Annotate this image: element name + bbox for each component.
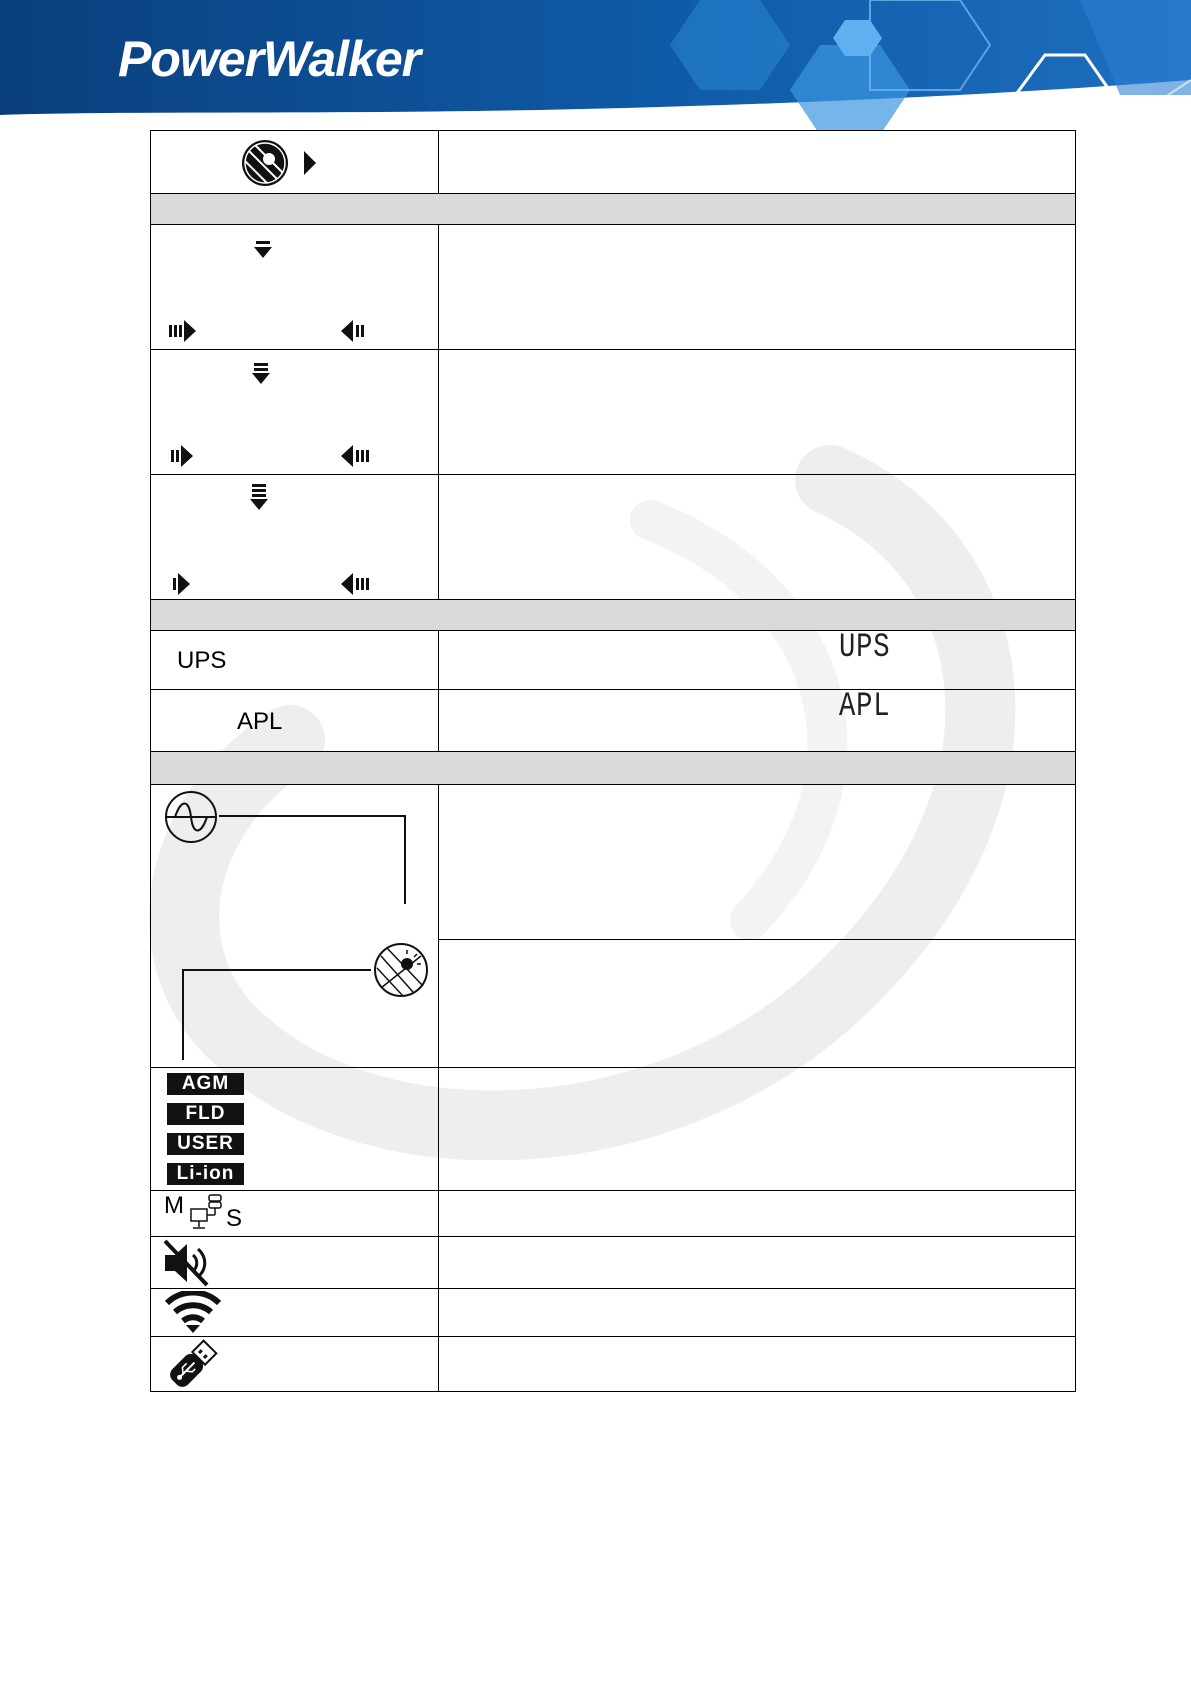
icon-cell (151, 225, 439, 350)
icon-cell (151, 631, 439, 690)
table-row (151, 225, 1076, 350)
description-cell (439, 1337, 1076, 1392)
battery-type-user: USER (167, 1133, 244, 1155)
icon-cell (151, 1068, 439, 1191)
table-row (151, 631, 1076, 690)
icon-cell (151, 131, 439, 194)
section-header-row (151, 600, 1076, 631)
description-cell (439, 1237, 1076, 1289)
battery-bars-in-icon (169, 320, 201, 342)
description-cell (439, 631, 1076, 690)
lcd-segment-ups: UPS (839, 629, 891, 667)
battery-bars-in-icon (173, 573, 195, 595)
icon-cell (151, 475, 439, 600)
charge-level-2-icon (251, 362, 271, 386)
icon-cell (151, 785, 439, 940)
table-row (151, 475, 1076, 600)
parallel-icon (189, 1193, 225, 1231)
section-header-row (151, 194, 1076, 225)
section-header-row (151, 752, 1076, 785)
ac-source-icon (161, 787, 411, 907)
battery-type-li-ion: Li-ion (167, 1163, 244, 1185)
battery-type-agm: AGM (167, 1073, 244, 1095)
section-header (151, 752, 1076, 785)
description-cell (439, 225, 1076, 350)
icon-cell (151, 940, 439, 1068)
icon-cell (151, 1191, 439, 1237)
table-row (151, 1289, 1076, 1337)
usb-icon (165, 1339, 221, 1389)
description-cell (439, 785, 1076, 940)
description-cell (439, 131, 1076, 194)
description-cell (439, 475, 1076, 600)
description-cell (439, 690, 1076, 752)
table-row (151, 1237, 1076, 1289)
description-cell (439, 940, 1076, 1068)
charge-level-1-icon (253, 239, 273, 261)
header-banner (0, 0, 1191, 130)
battery-bars-out-icon (341, 445, 373, 467)
table-row (151, 690, 1076, 752)
mode-label-apl: APL (237, 708, 283, 735)
table-row (151, 785, 1076, 940)
icon-cell (151, 1237, 439, 1289)
icon-cell (151, 1337, 439, 1392)
battery-bars-out-icon (341, 320, 369, 342)
description-cell (439, 1191, 1076, 1237)
table-row (151, 1068, 1076, 1191)
battery-bars-out-icon (341, 573, 373, 595)
description-cell (439, 1289, 1076, 1337)
section-header (151, 194, 1076, 225)
icon-cell (151, 350, 439, 475)
description-cell (439, 350, 1076, 475)
table-row (151, 350, 1076, 475)
solar-source-icon (181, 942, 431, 1062)
charge-level-3-icon (249, 483, 269, 511)
battery-type-fld: FLD (167, 1103, 244, 1125)
table-row (151, 131, 1076, 194)
master-label: M (164, 1192, 184, 1219)
section-header (151, 600, 1076, 631)
lcd-segment-apl: APL (839, 688, 891, 726)
slave-label: S (226, 1205, 243, 1232)
icon-cell (151, 1289, 439, 1337)
lcd-icon-table (150, 130, 1076, 1392)
mute-icon (161, 1239, 213, 1287)
mode-label-ups: UPS (177, 647, 227, 674)
description-cell (439, 1068, 1076, 1191)
brand-logo: PowerWalker (118, 31, 421, 87)
table-row (151, 940, 1076, 1068)
icon-cell (151, 690, 439, 752)
table-row (151, 1337, 1076, 1392)
solar-output-arrow-icon (241, 137, 331, 189)
wifi-icon (165, 1291, 221, 1335)
table-row (151, 1191, 1076, 1237)
battery-bars-in-icon (171, 445, 197, 467)
